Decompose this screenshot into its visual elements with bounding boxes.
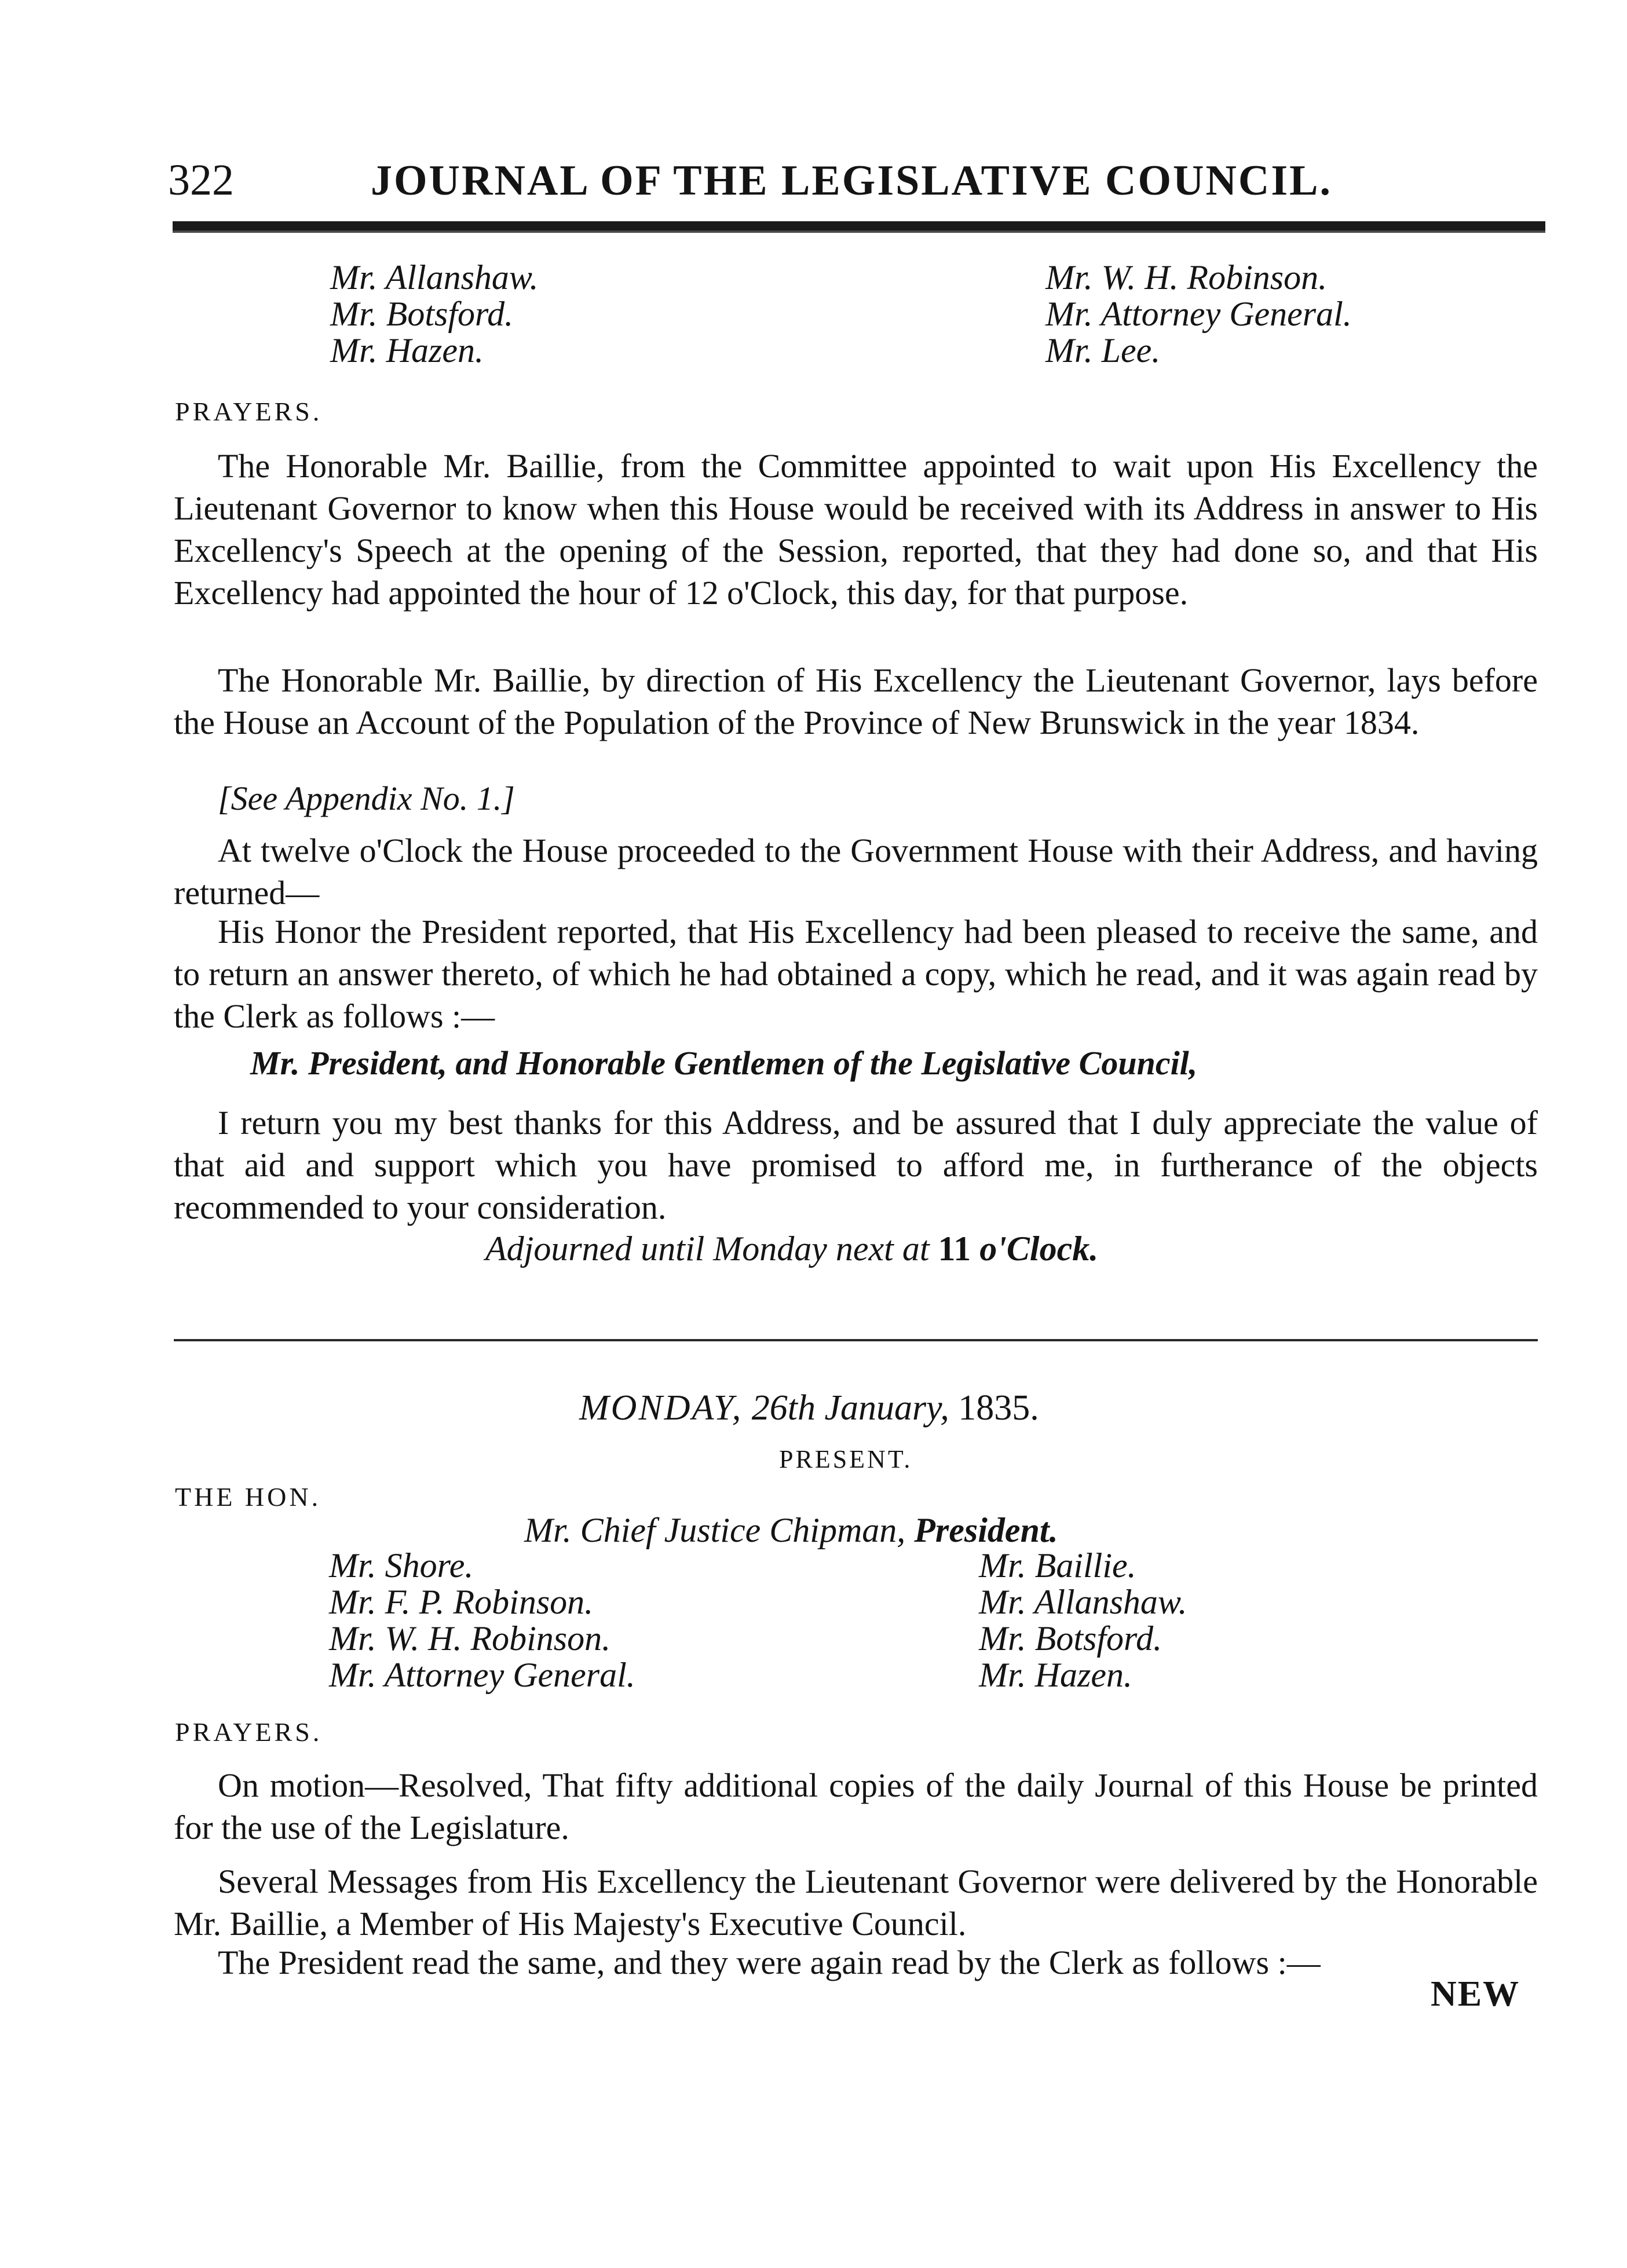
date-day: MONDAY, <box>579 1388 743 1428</box>
adjourned-clock: o'Clock. <box>979 1230 1099 1268</box>
adjourned-text: Adjourned until Monday next <box>485 1230 894 1268</box>
minute-paragraph: At twelve o'Clock the House proceeded to the Government House with their Address, and having returned— <box>174 832 1538 912</box>
member-name: Mr. Hazen. <box>330 331 484 370</box>
member-name: Mr. Lee. <box>1045 331 1161 370</box>
member-name: Mr. F. P. Robinson. <box>329 1583 594 1621</box>
section-rule <box>174 1339 1538 1341</box>
minute-paragraph: His Honor the President reported, that His Excellency had been pleased to receive the same, and to return an answer thereto, of which he had obtained a copy, which he read, and it was again read by the Clerk as follows :— <box>174 913 1538 1035</box>
attendance-right-top <box>1045 259 1352 369</box>
the-hon-label: THE HON. <box>175 1482 321 1512</box>
attendance-left-bottom <box>329 1548 635 1693</box>
catchword: NEW <box>1431 1974 1520 2014</box>
attendance-right-bottom <box>979 1548 1187 1693</box>
adjourned-at: at <box>902 1230 930 1268</box>
member-name: Mr. Shore. <box>329 1546 474 1585</box>
member-name: Mr. Allanshaw. <box>979 1583 1187 1621</box>
member-name: Mr. W. H. Robinson. <box>1045 258 1328 297</box>
address-salutation: Mr. President, and Honorable Gentlemen of the Legislative Council, <box>250 1044 1198 1082</box>
appendix-reference: [See Appendix No. 1.] <box>218 780 515 817</box>
header-rule <box>173 221 1545 233</box>
president-line <box>524 1510 1058 1550</box>
present-heading: PRESENT. <box>779 1445 913 1473</box>
member-name: Mr. Botsford. <box>330 295 514 333</box>
minute-paragraph: The President read the same, and they were again read by the Clerk as follows :— <box>218 1944 1321 1981</box>
member-name: Mr. W. H. Robinson. <box>329 1619 611 1658</box>
member-name: Mr. Hazen. <box>979 1656 1132 1694</box>
adjourned-time: 11 <box>938 1230 971 1268</box>
running-head: JOURNAL OF THE LEGISLATIVE COUNCIL. <box>371 157 1333 204</box>
date-year: 1835. <box>958 1388 1039 1428</box>
date-heading <box>579 1388 1039 1429</box>
address-paragraph: I return you my best thanks for this Address, and be assured that I duly appreciate the value of that aid and support which you have promised to afford me, in furtherance of the objects recommended to your consideration. <box>174 1104 1538 1226</box>
page-number: 322 <box>168 156 234 204</box>
date-date: 26th January, <box>751 1388 949 1428</box>
president-title: President. <box>914 1511 1058 1549</box>
minute-paragraph: The Honorable Mr. Baillie, by direction of His Excellency the Lieutenant Governor, lays before the House an Account of the Population of the Province of New Brunswick in the year 1834. <box>174 661 1538 741</box>
prayers-heading: PRAYERS. <box>175 397 323 426</box>
member-name: Mr. Baillie. <box>979 1546 1136 1585</box>
adjournment-line <box>485 1229 1098 1269</box>
minute-paragraph: Several Messages from His Excellency the Lieutenant Governor were delivered by the Honorable Mr. Baillie, a Member of His Majesty's Executive Council. <box>174 1863 1538 1943</box>
minute-paragraph: The Honorable Mr. Baillie, from the Committee appointed to wait upon His Excellency the Lieutenant Governor to know when this House would be received with its Address in answer to His Excellency's Speech at the opening of the Session, reported, that they had done so, and that His Excellency had appointed the hour of 12 o'Clock, this day, for that purpose. <box>174 447 1538 612</box>
president-name: Mr. Chief Justice Chipman, <box>524 1511 906 1549</box>
member-name: Mr. Attorney General. <box>329 1656 635 1694</box>
member-name: Mr. Attorney General. <box>1045 295 1352 333</box>
attendance-left-top <box>330 259 539 369</box>
member-name: Mr. Botsford. <box>979 1619 1162 1658</box>
minute-paragraph: On motion—Resolved, That fifty additional copies of the daily Journal of this House be printed for the use of the Legislature. <box>174 1766 1538 1846</box>
prayers-heading: PRAYERS. <box>175 1717 323 1747</box>
member-name: Mr. Allanshaw. <box>330 258 539 297</box>
